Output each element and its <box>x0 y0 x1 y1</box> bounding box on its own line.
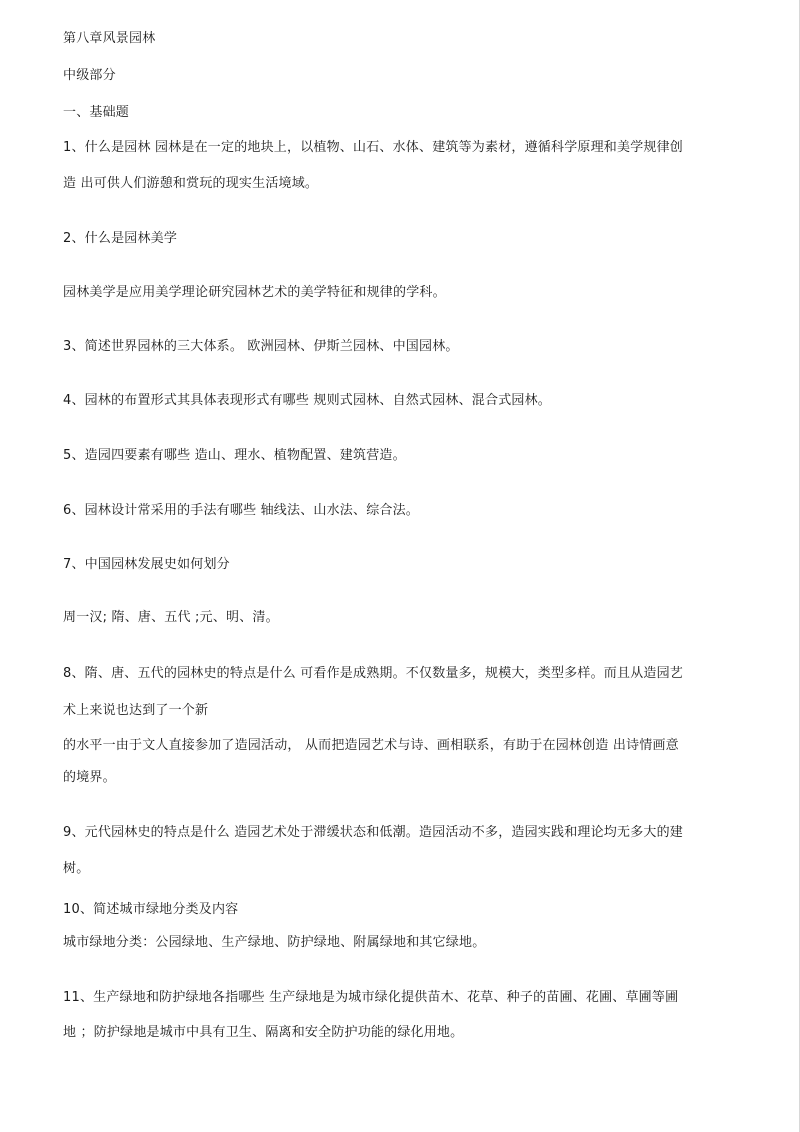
question-6: 6、园林设计常采用的手法有哪些 轴线法、山水法、综合法。 <box>63 503 420 518</box>
question-8-line-2: 术上来说也达到了一个新 <box>63 703 209 718</box>
answer-10: 城市绿地分类：公园绿地、生产绿地、防护绿地、附属绿地和其它绿地。 <box>63 935 486 950</box>
subsection-title: 一、基础题 <box>63 105 130 120</box>
question-11-line-1: 11、生产绿地和防护绿地各指哪些 生产绿地是为城市绿化提供苗木、花草、种子的苗圃、花圃、草圃等圃 <box>63 990 679 1005</box>
question-8-line-3: 的水平一由于文人直接参加了造园活动， 从而把造园艺术与诗、画相联系，有助于在园林创造 出诗情画意 <box>63 738 679 753</box>
question-9-line-1: 9、元代园林史的特点是什么 造园艺术处于滞缓状态和低潮。造园活动不多，造园实践和理论均无多大的建 <box>63 825 684 840</box>
question-9-line-2: 树。 <box>63 861 90 876</box>
question-5: 5、造园四要素有哪些 造山、理水、植物配置、建筑营造。 <box>63 448 406 463</box>
section-title: 中级部分 <box>63 68 116 83</box>
question-11-line-2: 地 ；防护绿地是城市中具有卫生、隔离和安全防护功能的绿化用地。 <box>63 1025 464 1040</box>
chapter-title: 第八章风景园林 <box>63 31 156 46</box>
question-2: 2、什么是园林美学 <box>63 231 178 246</box>
question-8-line-1: 8、隋、唐、五代的园林史的特点是什么 可看作是成熟期。不仅数量多，规模大，类型多样。而且从造园艺 <box>63 666 684 681</box>
question-8-line-4: 的境界。 <box>63 770 116 785</box>
question-10: 10、简述城市绿地分类及内容 <box>63 902 239 917</box>
question-3: 3、简述世界园林的三大体系。 欧洲园林、伊斯兰园林、中国园林。 <box>63 339 459 354</box>
question-4: 4、园林的布置形式其具体表现形式有哪些 规则式园林、自然式园林、混合式园林。 <box>63 393 552 408</box>
answer-7: 周一汉; 隋、唐、五代 ;元、明、清。 <box>63 610 279 625</box>
question-7: 7、中国园林发展史如何划分 <box>63 557 230 572</box>
answer-2: 园林美学是应用美学理论研究园林艺术的美学特征和规律的学科。 <box>63 285 446 300</box>
question-1-line-2: 造 出可供人们游憩和赏玩的现实生活境域。 <box>63 176 319 191</box>
question-1-line-1: 1、什么是园林 园林是在一定的地块上，以植物、山石、水体、建筑等为素材，遵循科学原理和美学规律创 <box>63 140 684 155</box>
